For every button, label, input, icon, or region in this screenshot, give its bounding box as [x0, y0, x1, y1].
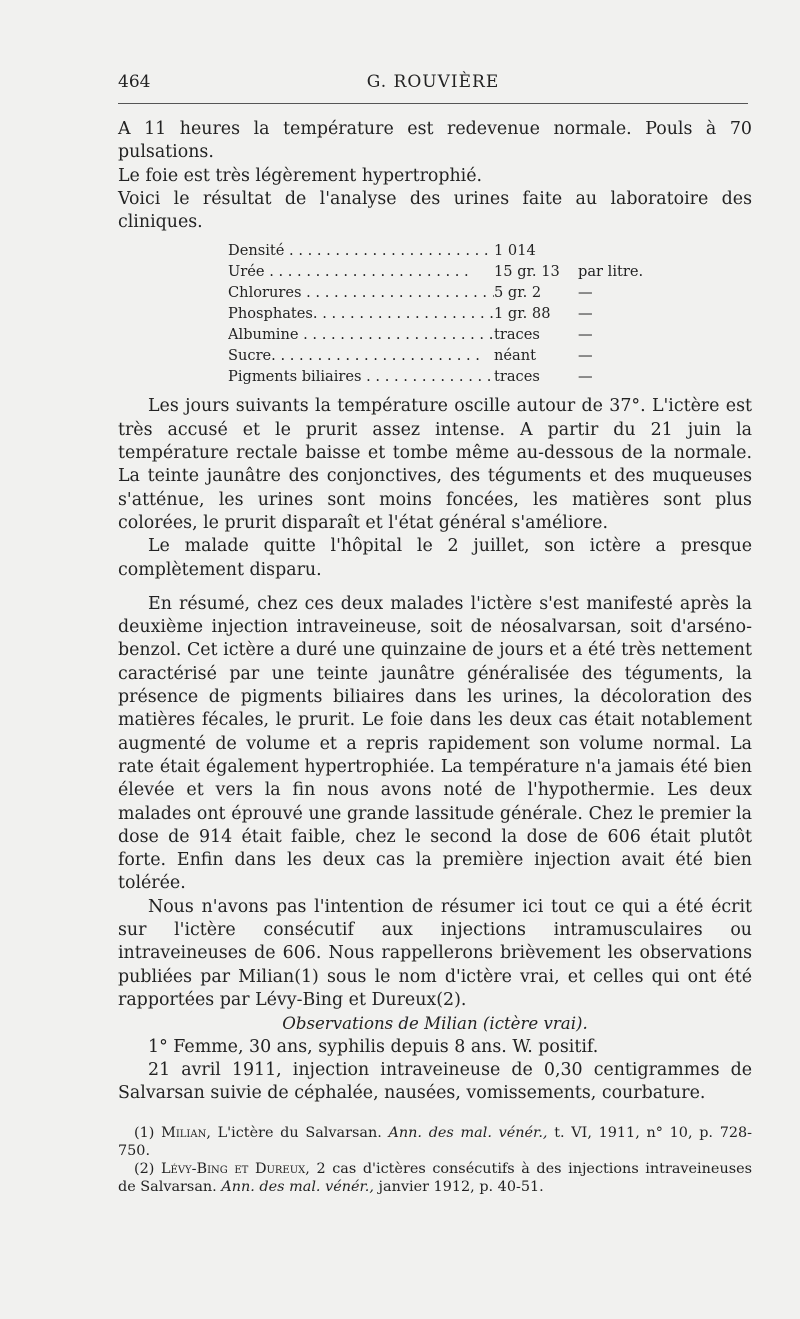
- table-row: [228, 303, 752, 324]
- analysis-unit: —: [578, 326, 593, 344]
- header-rule: [118, 103, 748, 104]
- intro-line-2: Le foie est très légèrement hypertrophié.: [118, 165, 483, 186]
- paragraph-jours-suivants: Les jours suivants la température oscille autour de 37°. L'ictère est très accusé et le prurit assez intense. A partir du 21 juin la température rectale baisse et tombe même au-dessous de la normale. La teinte jaunâtre des conjonctives, des téguments et des muqueuses s'atténue, les urines sont moins foncées, les matières sont plus colorées, le prurit disparaît et l'état général s'améliore.: [118, 396, 752, 533]
- analysis-label: Albumine . . .: [228, 324, 494, 345]
- table-row: [228, 345, 752, 366]
- footnote-2-title: 2 cas d'ictères consécutifs à des injections intraveineuses de Salvarsan.: [118, 1161, 752, 1195]
- analysis-label: Pigments biliaires . . .: [228, 366, 494, 387]
- running-title: G. ROUVIÈRE: [366, 72, 500, 92]
- analysis-value: néant: [494, 347, 536, 365]
- page-number: 464: [118, 72, 151, 92]
- intro-line-3: Voici le résultat de l'analyse des urines faite au laboratoire des cliniques.: [118, 188, 752, 233]
- analysis-unit: —: [578, 305, 593, 323]
- analysis-value: 15 gr. 13: [494, 263, 560, 281]
- table-row: [228, 240, 752, 261]
- analysis-label: Chlorures . . .: [228, 282, 494, 303]
- spacer: [118, 582, 752, 593]
- observation-line-2: 21 avril 1911, injection intraveineuse de 0,30 centigrammes de Salvarsan suivie de céphalée, nausées, vomissements, courbature.: [118, 1059, 752, 1104]
- analysis-label: Sucre. . . .: [228, 345, 494, 366]
- analysis-unit: —: [578, 368, 593, 386]
- analysis-value: 1 014: [494, 242, 536, 260]
- footnote-2: [118, 1160, 752, 1196]
- analysis-unit: —: [578, 347, 593, 365]
- intro-line-1: A 11 heures la température est redevenue normale. Pouls à 70 pulsations.: [118, 119, 752, 163]
- analysis-label: Phosphates. . . .: [228, 303, 494, 324]
- analysis-label: Urée . . .: [228, 261, 494, 282]
- analysis-label: Densité . . .: [228, 240, 494, 261]
- main-text: [118, 118, 752, 1105]
- footnote-1-author: Milian,: [161, 1125, 211, 1141]
- table-row: [228, 324, 752, 345]
- table-row: [228, 282, 752, 303]
- footnote-1-number: (1): [134, 1125, 155, 1141]
- footnote-2-reference: janvier 1912, p. 40-51.: [378, 1179, 544, 1195]
- footnote-1-journal: Ann. des mal. vénér.,: [388, 1125, 548, 1141]
- table-row: [228, 366, 752, 387]
- observation-line-1: 1° Femme, 30 ans, syphilis depuis 8 ans. W. positif.: [148, 1036, 599, 1057]
- analysis-unit: [578, 240, 668, 261]
- footnote-1-reference: t. VI, 1911, n° 10, p. 728-750.: [118, 1125, 753, 1159]
- paragraph-resume: En résumé, chez ces deux malades l'ictère s'est manifesté après la deuxième injection intraveineuse, soit de néosalvarsan, soit d'arséno-benzol. Cet ictère a duré une quinzaine de jours et a été très nettement caractérisé par une teinte jaunâtre généralisée des téguments, la présence de pigments biliaires dans les urines, la décoloration des matières fécales, le prurit. Le foie dans les deux cas était notablement augmenté de volume et a repris rapidement son volume normal. La rate était également hypertrophiée. La température n'a jamais été bien élevée et vers la fin nous avons noté de l'hypothermie. Les deux malades ont éprouvé une grande lassitude générale. Chez le premier la dose de 914 était faible, chez le second la dose de 606 était plutôt forte. Enfin dans les deux cas la première injection avait été bien tolérée.: [118, 593, 752, 894]
- paragraph-intention: Nous n'avons pas l'intention de résumer ici tout ce qui a été écrit sur l'ictère consécutif aux injections intramusculaires ou intraveineuses de 606. Nous rappellerons brièvement les observations publiées par Milian(1) sous le nom d'ictère vrai, et celles qui ont été rapportées par Lévy-Bing et Dureux(2).: [118, 896, 752, 1010]
- page-header: [118, 72, 748, 98]
- urine-analysis-table: [228, 240, 752, 387]
- footnote-2-authors: Lévy-Bing et Dureux,: [160, 1161, 310, 1177]
- analysis-unit: —: [578, 284, 593, 302]
- analysis-value: traces: [494, 368, 540, 386]
- footnote-2-number: (2): [134, 1161, 155, 1177]
- paragraph-sortie: Le malade quitte l'hôpital le 2 juillet, son ictère a presque complètement disparu.: [118, 536, 752, 580]
- analysis-value: 1 gr. 88: [494, 305, 551, 323]
- table-row: [228, 261, 752, 282]
- analysis-unit: par litre.: [578, 263, 644, 281]
- analysis-value: traces: [494, 326, 540, 344]
- analysis-value: 5 gr. 2: [494, 284, 542, 302]
- footnotes: [118, 1124, 752, 1196]
- section-subtitle: Observations de Milian (ictère vrai).: [282, 1014, 588, 1034]
- footnote-1-title: L'ictère du Salvarsan.: [217, 1125, 382, 1141]
- footnote-2-journal: Ann. des mal. vénér.,: [221, 1179, 374, 1195]
- footnote-1: [118, 1124, 752, 1160]
